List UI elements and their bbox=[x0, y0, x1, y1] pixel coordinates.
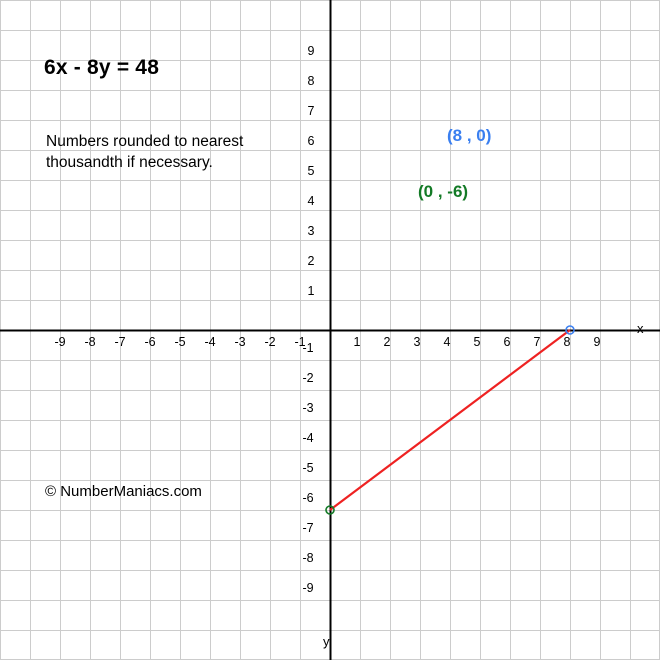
x-tick-label: -9 bbox=[54, 335, 66, 349]
y-tick-label: -5 bbox=[302, 461, 314, 475]
x-tick-label: -1 bbox=[294, 335, 306, 349]
copyright-credit: © NumberManiacs.com bbox=[45, 483, 202, 500]
y-axis-label: y bbox=[323, 634, 330, 649]
y-tick-label: -9 bbox=[302, 581, 314, 595]
y-tick-label: -2 bbox=[302, 371, 314, 385]
x-axis-label: x bbox=[637, 321, 644, 336]
y-tick-label: 4 bbox=[307, 194, 315, 208]
y-tick-label: 1 bbox=[307, 284, 315, 298]
x-tick-label: -7 bbox=[114, 335, 126, 349]
y-intercept-label: (0 , -6) bbox=[418, 182, 469, 201]
x-tick-label: 9 bbox=[593, 335, 601, 349]
y-tick-label: -1 bbox=[302, 341, 314, 355]
y-tick-label: -3 bbox=[302, 401, 314, 415]
y-tick-label: -4 bbox=[302, 431, 314, 445]
x-tick-label: 5 bbox=[473, 335, 481, 349]
equation-title: 6x - 8y = 48 bbox=[44, 56, 160, 79]
y-tick-label: 3 bbox=[307, 224, 315, 238]
rounding-note: Numbers rounded to nearest thousandth if necessary. bbox=[46, 133, 244, 171]
x-tick-label: -5 bbox=[174, 335, 186, 349]
x-tick-label: -3 bbox=[234, 335, 246, 349]
x-tick-label: -6 bbox=[144, 335, 156, 349]
y-tick-label: -8 bbox=[302, 551, 314, 565]
x-tick-label: 8 bbox=[563, 335, 571, 349]
x-tick-label: 6 bbox=[503, 335, 511, 349]
equation-line bbox=[330, 330, 570, 510]
x-tick-label: 4 bbox=[443, 335, 451, 349]
y-tick-label: 8 bbox=[307, 74, 315, 88]
x-tick-label: 1 bbox=[353, 335, 361, 349]
y-tick-label: -7 bbox=[302, 521, 314, 535]
y-tick-label: -6 bbox=[302, 491, 314, 505]
x-tick-label: -2 bbox=[264, 335, 276, 349]
y-tick-label: 6 bbox=[307, 134, 315, 148]
x-tick-label: 2 bbox=[383, 335, 391, 349]
y-tick-label: 2 bbox=[307, 254, 315, 268]
y-tick-label: 5 bbox=[307, 164, 315, 178]
x-tick-label: 3 bbox=[413, 335, 421, 349]
y-tick-label: 7 bbox=[307, 104, 315, 118]
y-tick-label: 9 bbox=[307, 44, 315, 58]
x-tick-label: 7 bbox=[533, 335, 541, 349]
x-intercept-label: (8 , 0) bbox=[447, 126, 492, 145]
x-tick-label: -8 bbox=[84, 335, 96, 349]
x-tick-label: -4 bbox=[204, 335, 216, 349]
